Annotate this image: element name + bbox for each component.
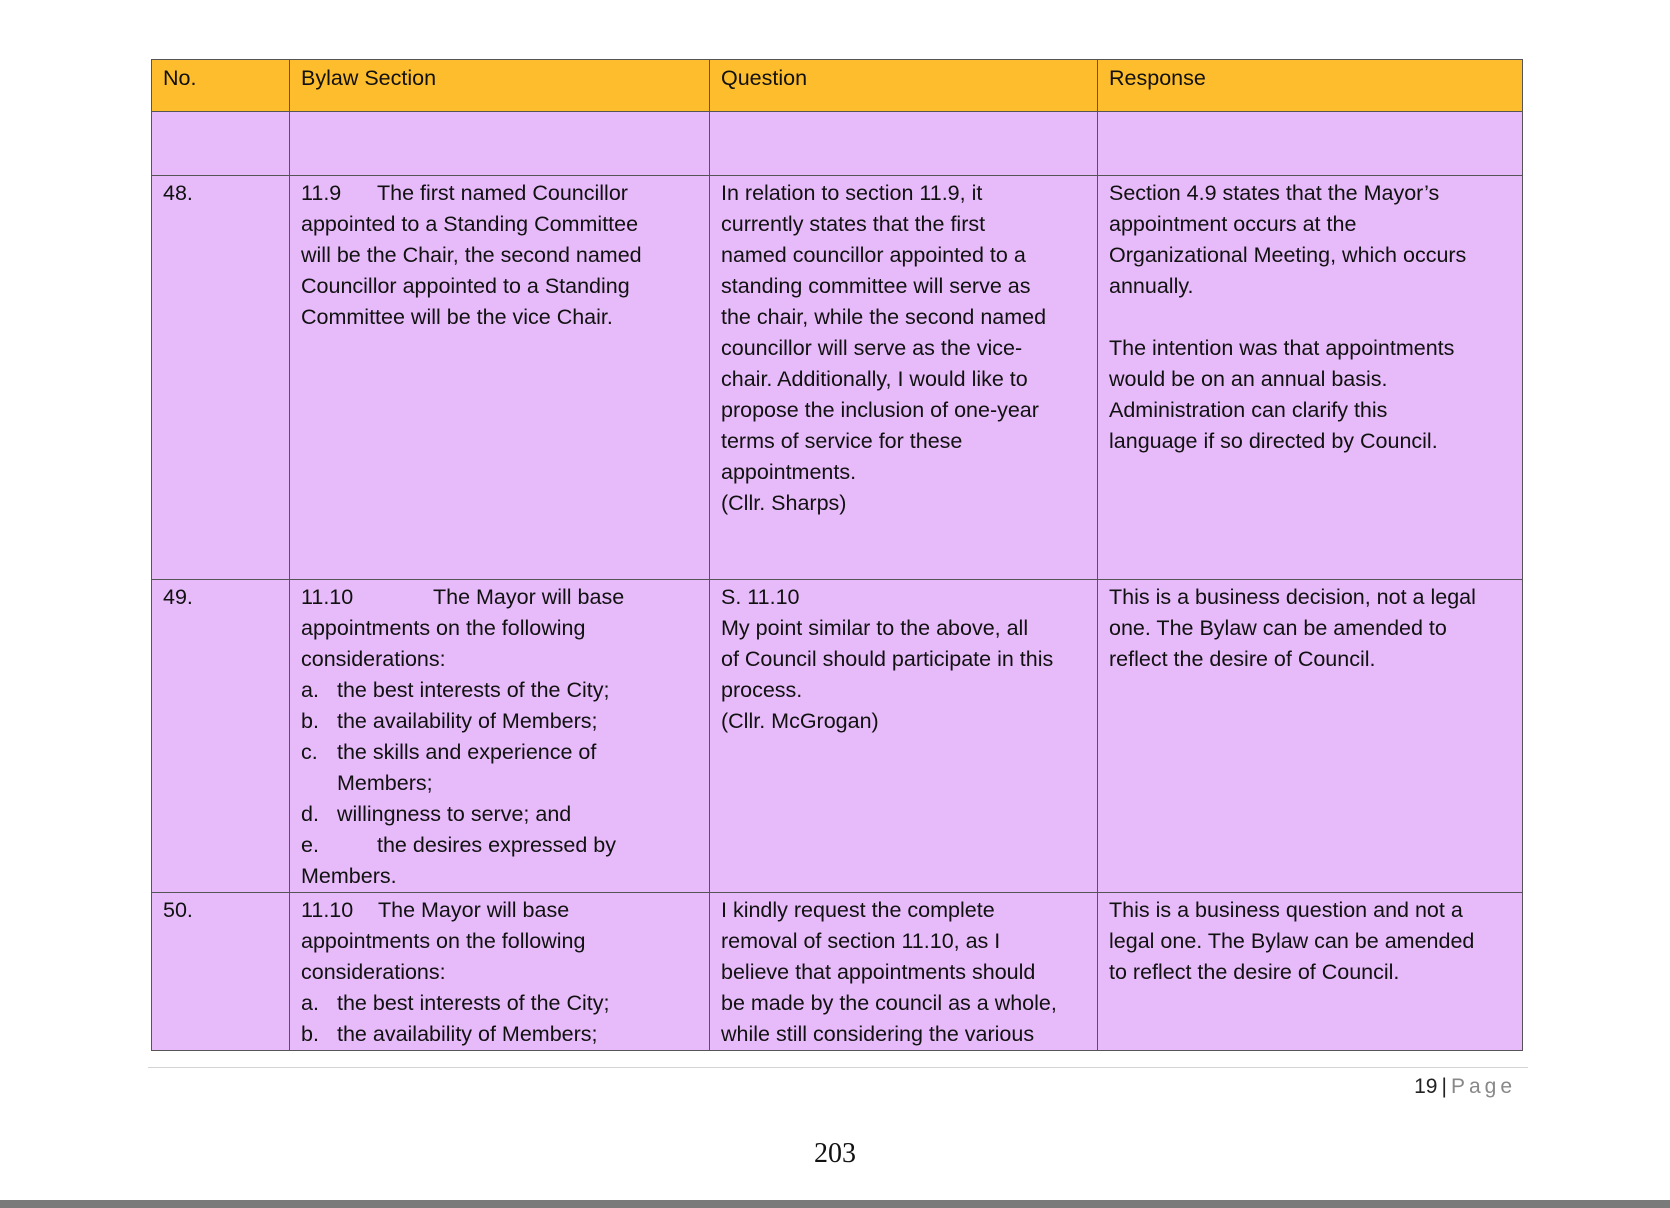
page-separator: | [1441,1075,1447,1098]
section-line: appointed to a Standing Committee [301,212,639,236]
response-line: Organizational Meeting, which occurs [1109,243,1467,267]
response-line: to reflect the desire of Council. [1109,960,1400,984]
question-line: appointments. [721,460,857,484]
question-line: propose the inclusion of one-year [721,398,1039,422]
viewer-bottom-bar [0,1200,1670,1208]
section-line: 11.10 The Mayor will base [301,895,697,926]
question-line: of Council should participate in this [721,647,1054,671]
response-line: one. The Bylaw can be amended to [1109,616,1447,640]
header-response: Response [1098,60,1523,112]
response-line: language if so directed by Council. [1109,429,1438,453]
bylaw-question-table [151,59,1523,1051]
list-item: e. the desires expressed by [301,833,617,857]
empty-cell [290,112,710,176]
table-header-row [152,60,1523,112]
question-line: councillor will serve as the vice- [721,336,1023,360]
response-line: appointment occurs at the [1109,212,1357,236]
question-line: while still considering the various [721,1022,1035,1046]
question-author: (Cllr. Sharps) [721,491,847,515]
row-number: 49. [152,580,290,893]
section-number: 11.10 [301,898,354,922]
question-cell [710,893,1098,1051]
response-line: Administration can clarify this [1109,398,1388,422]
question-line: S. 11.10 [721,585,800,609]
header-question: Question [710,60,1098,112]
section-line: 11.10 The Mayor will base [301,582,697,613]
row-number: 50. [152,893,290,1051]
question-line: chair. Additionally, I would like to [721,367,1028,391]
question-line: be made by the council as a whole, [721,991,1057,1015]
response-line: annually. [1109,274,1194,298]
header-no: No. [152,60,290,112]
section-number: 11.9 [301,181,342,205]
table-row-empty [152,112,1523,176]
bylaw-section-cell [290,580,710,893]
paragraph-gap [1109,302,1510,333]
response-line: legal one. The Bylaw can be amended [1109,929,1475,953]
section-line: 11.9 The first named Councillor [301,178,697,209]
list-item: b. the availability of Members; [301,1022,598,1046]
question-cell [710,580,1098,893]
list-item: a. the best interests of the City; [301,991,610,1015]
question-line: removal of section 11.10, as I [721,929,1001,953]
table-row-49 [152,580,1523,893]
section-line: considerations: [301,960,446,984]
question-line: named councillor appointed to a [721,243,1026,267]
question-line: believe that appointments should [721,960,1036,984]
section-line: appointments on the following [301,616,586,640]
response-line: This is a business question and not a [1109,898,1463,922]
response-cell [1098,580,1523,893]
question-line: My point similar to the above, all [721,616,1029,640]
response-line: would be on an annual basis. [1109,367,1388,391]
list-item: a. the best interests of the City; [301,678,610,702]
empty-cell [1098,112,1523,176]
empty-cell [710,112,1098,176]
bylaw-section-cell [290,176,710,580]
list-item-continuation: Members; [337,771,433,795]
list-item: d. willingness to serve; and [301,802,572,826]
response-line: reflect the desire of Council. [1109,647,1376,671]
response-line: The intention was that appointments [1109,336,1455,360]
question-line: the chair, while the second named [721,305,1047,329]
header-bylaw-section: Bylaw Section [290,60,710,112]
footer-divider [148,1067,1528,1068]
section-line: Councillor appointed to a Standing [301,274,630,298]
page-label: Page [1450,1075,1516,1098]
list-item: c. the skills and experience of [301,740,597,764]
question-line: terms of service for these [721,429,963,453]
response-cell [1098,176,1523,580]
response-line: This is a business decision, not a legal [1109,585,1476,609]
section-line: will be the Chair, the second named [301,243,642,267]
bylaw-section-cell [290,893,710,1051]
table-row-50 [152,893,1523,1051]
question-line: I kindly request the complete [721,898,995,922]
question-line: currently states that the first [721,212,986,236]
list-item: b. the availability of Members; [301,709,598,733]
table-row-48 [152,176,1523,580]
response-line: Section 4.9 states that the Mayor’s [1109,181,1440,205]
question-line: In relation to section 11.9, it [721,181,983,205]
section-line: appointments on the following [301,929,586,953]
page-number: 19 [1414,1075,1438,1098]
response-cell [1098,893,1523,1051]
row-number: 48. [152,176,290,580]
list-item-continuation: Members. [301,864,397,888]
question-line: standing committee will serve as [721,274,1031,298]
section-number: 11.10 [301,585,354,609]
document-page-number: 203 [814,1138,856,1169]
page-footer [1414,1073,1516,1101]
question-author: (Cllr. McGrogan) [721,709,879,733]
question-line: process. [721,678,803,702]
section-line: considerations: [301,647,446,671]
question-cell [710,176,1098,580]
empty-cell [152,112,290,176]
section-line: Committee will be the vice Chair. [301,305,613,329]
